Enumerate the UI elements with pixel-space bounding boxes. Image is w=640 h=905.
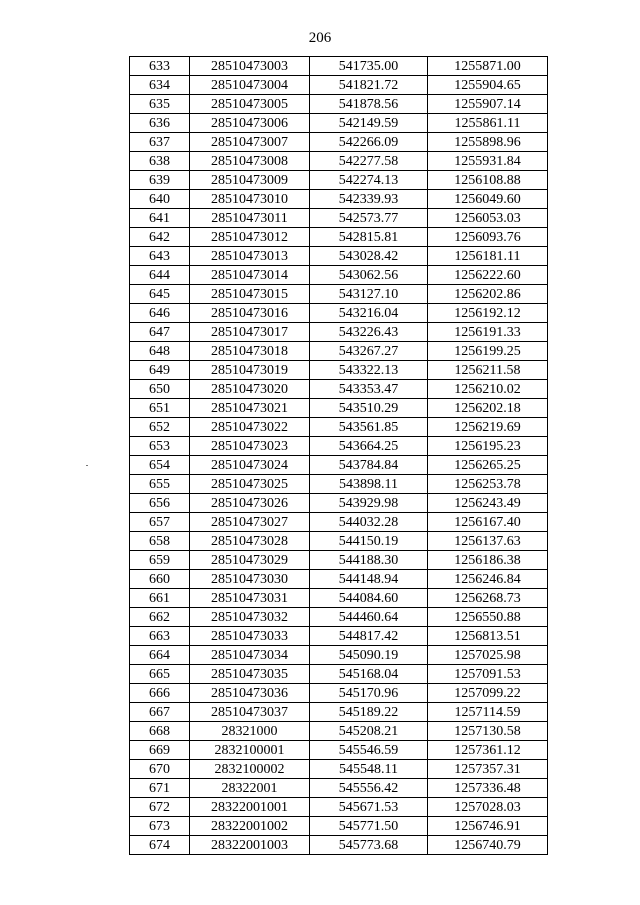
row-index-cell: 658 — [130, 532, 190, 551]
y-coordinate-cell: 1257336.48 — [428, 779, 548, 798]
row-index-cell: 636 — [130, 114, 190, 133]
y-coordinate-cell: 1256191.33 — [428, 323, 548, 342]
y-coordinate-cell: 1256202.86 — [428, 285, 548, 304]
point-id-cell: 28322001 — [190, 779, 310, 798]
table-row — [130, 741, 548, 760]
table-row — [130, 551, 548, 570]
x-coordinate-cell: 545671.53 — [310, 798, 428, 817]
x-coordinate-cell: 543226.43 — [310, 323, 428, 342]
row-index-cell: 668 — [130, 722, 190, 741]
point-id-cell: 28510473006 — [190, 114, 310, 133]
table-row — [130, 532, 548, 551]
y-coordinate-cell: 1257099.22 — [428, 684, 548, 703]
row-index-cell: 639 — [130, 171, 190, 190]
row-index-cell: 645 — [130, 285, 190, 304]
table-row — [130, 361, 548, 380]
table-row — [130, 171, 548, 190]
x-coordinate-cell: 542815.81 — [310, 228, 428, 247]
x-coordinate-cell: 542573.77 — [310, 209, 428, 228]
point-id-cell: 28510473013 — [190, 247, 310, 266]
row-index-cell: 671 — [130, 779, 190, 798]
row-index-cell: 662 — [130, 608, 190, 627]
y-coordinate-cell: 1256265.25 — [428, 456, 548, 475]
row-index-cell: 642 — [130, 228, 190, 247]
row-index-cell: 672 — [130, 798, 190, 817]
y-coordinate-cell: 1256219.69 — [428, 418, 548, 437]
y-coordinate-cell: 1256740.79 — [428, 836, 548, 855]
point-id-cell: 28322001003 — [190, 836, 310, 855]
point-id-cell: 28510473004 — [190, 76, 310, 95]
x-coordinate-cell: 541878.56 — [310, 95, 428, 114]
row-index-cell: 654 — [130, 456, 190, 475]
point-id-cell: 28510473008 — [190, 152, 310, 171]
x-coordinate-cell: 544148.94 — [310, 570, 428, 589]
x-coordinate-cell: 545168.04 — [310, 665, 428, 684]
x-coordinate-cell: 544084.60 — [310, 589, 428, 608]
row-index-cell: 652 — [130, 418, 190, 437]
point-id-cell: 28510473003 — [190, 57, 310, 76]
y-coordinate-cell: 1256049.60 — [428, 190, 548, 209]
table-row — [130, 646, 548, 665]
table-row — [130, 114, 548, 133]
table-row — [130, 342, 548, 361]
x-coordinate-cell: 545546.59 — [310, 741, 428, 760]
y-coordinate-cell: 1255904.65 — [428, 76, 548, 95]
row-index-cell: 643 — [130, 247, 190, 266]
row-index-cell: 664 — [130, 646, 190, 665]
point-id-cell: 28510473028 — [190, 532, 310, 551]
y-coordinate-cell: 1256195.23 — [428, 437, 548, 456]
table-row — [130, 133, 548, 152]
point-id-cell: 28510473034 — [190, 646, 310, 665]
x-coordinate-cell: 543353.47 — [310, 380, 428, 399]
row-index-cell: 660 — [130, 570, 190, 589]
row-index-cell: 641 — [130, 209, 190, 228]
x-coordinate-cell: 543929.98 — [310, 494, 428, 513]
point-id-cell: 28510473029 — [190, 551, 310, 570]
page-number: 206 — [308, 30, 332, 46]
point-id-cell: 28510473012 — [190, 228, 310, 247]
table-row — [130, 57, 548, 76]
point-id-cell: 28510473037 — [190, 703, 310, 722]
row-index-cell: 669 — [130, 741, 190, 760]
table-row — [130, 285, 548, 304]
row-index-cell: 633 — [130, 57, 190, 76]
row-index-cell: 663 — [130, 627, 190, 646]
point-id-cell: 28510473011 — [190, 209, 310, 228]
scan-speck — [86, 465, 88, 466]
point-id-cell: 28510473017 — [190, 323, 310, 342]
table-row — [130, 418, 548, 437]
row-index-cell: 640 — [130, 190, 190, 209]
x-coordinate-cell: 543784.84 — [310, 456, 428, 475]
y-coordinate-cell: 1256093.76 — [428, 228, 548, 247]
table-row — [130, 836, 548, 855]
table-row — [130, 76, 548, 95]
point-id-cell: 28510473022 — [190, 418, 310, 437]
row-index-cell: 646 — [130, 304, 190, 323]
row-index-cell: 665 — [130, 665, 190, 684]
y-coordinate-cell: 1256253.78 — [428, 475, 548, 494]
x-coordinate-cell: 543216.04 — [310, 304, 428, 323]
x-coordinate-cell: 543028.42 — [310, 247, 428, 266]
row-index-cell: 647 — [130, 323, 190, 342]
point-id-cell: 2832100001 — [190, 741, 310, 760]
y-coordinate-cell: 1255861.11 — [428, 114, 548, 133]
table-row — [130, 323, 548, 342]
y-coordinate-cell: 1256550.88 — [428, 608, 548, 627]
x-coordinate-cell: 543127.10 — [310, 285, 428, 304]
y-coordinate-cell: 1256137.63 — [428, 532, 548, 551]
point-id-cell: 28510473026 — [190, 494, 310, 513]
table-row — [130, 152, 548, 171]
point-id-cell: 28510473032 — [190, 608, 310, 627]
x-coordinate-cell: 543267.27 — [310, 342, 428, 361]
y-coordinate-cell: 1256202.18 — [428, 399, 548, 418]
point-id-cell: 28510473009 — [190, 171, 310, 190]
point-id-cell: 28510473030 — [190, 570, 310, 589]
y-coordinate-cell: 1257025.98 — [428, 646, 548, 665]
row-index-cell: 667 — [130, 703, 190, 722]
x-coordinate-cell: 545189.22 — [310, 703, 428, 722]
table-row — [130, 703, 548, 722]
row-index-cell: 655 — [130, 475, 190, 494]
table-row — [130, 589, 548, 608]
x-coordinate-cell: 545090.19 — [310, 646, 428, 665]
x-coordinate-cell: 543062.56 — [310, 266, 428, 285]
point-id-cell: 28510473010 — [190, 190, 310, 209]
point-id-cell: 28510473005 — [190, 95, 310, 114]
table-row — [130, 399, 548, 418]
x-coordinate-cell: 543322.13 — [310, 361, 428, 380]
y-coordinate-cell: 1256210.02 — [428, 380, 548, 399]
x-coordinate-cell: 542274.13 — [310, 171, 428, 190]
x-coordinate-cell: 545556.42 — [310, 779, 428, 798]
point-id-cell: 28510473023 — [190, 437, 310, 456]
y-coordinate-cell: 1256222.60 — [428, 266, 548, 285]
point-id-cell: 28510473020 — [190, 380, 310, 399]
table-row — [130, 247, 548, 266]
table-row — [130, 684, 548, 703]
table-row — [130, 608, 548, 627]
table-row — [130, 722, 548, 741]
x-coordinate-cell: 545771.50 — [310, 817, 428, 836]
y-coordinate-cell: 1256167.40 — [428, 513, 548, 532]
x-coordinate-cell: 545548.11 — [310, 760, 428, 779]
row-index-cell: 674 — [130, 836, 190, 855]
x-coordinate-cell: 543510.29 — [310, 399, 428, 418]
point-id-cell: 2832100002 — [190, 760, 310, 779]
row-index-cell: 656 — [130, 494, 190, 513]
row-index-cell: 670 — [130, 760, 190, 779]
table-row — [130, 475, 548, 494]
point-id-cell: 28510473016 — [190, 304, 310, 323]
y-coordinate-cell: 1255871.00 — [428, 57, 548, 76]
y-coordinate-cell: 1256246.84 — [428, 570, 548, 589]
table-row — [130, 209, 548, 228]
y-coordinate-cell: 1257130.58 — [428, 722, 548, 741]
table-row — [130, 494, 548, 513]
table-row — [130, 665, 548, 684]
y-coordinate-cell: 1257114.59 — [428, 703, 548, 722]
x-coordinate-cell: 544188.30 — [310, 551, 428, 570]
y-coordinate-cell: 1257357.31 — [428, 760, 548, 779]
row-index-cell: 659 — [130, 551, 190, 570]
y-coordinate-cell: 1256053.03 — [428, 209, 548, 228]
point-id-cell: 28510473031 — [190, 589, 310, 608]
y-coordinate-cell: 1256186.38 — [428, 551, 548, 570]
y-coordinate-cell: 1256108.88 — [428, 171, 548, 190]
x-coordinate-cell: 544032.28 — [310, 513, 428, 532]
row-index-cell: 653 — [130, 437, 190, 456]
y-coordinate-cell: 1256192.12 — [428, 304, 548, 323]
point-id-cell: 28510473024 — [190, 456, 310, 475]
table-row — [130, 779, 548, 798]
coordinates-table-body — [130, 57, 548, 855]
table-row — [130, 456, 548, 475]
table-row — [130, 570, 548, 589]
x-coordinate-cell: 541735.00 — [310, 57, 428, 76]
point-id-cell: 28510473007 — [190, 133, 310, 152]
row-index-cell: 673 — [130, 817, 190, 836]
row-index-cell: 650 — [130, 380, 190, 399]
y-coordinate-cell: 1257361.12 — [428, 741, 548, 760]
row-index-cell: 657 — [130, 513, 190, 532]
x-coordinate-cell: 542149.59 — [310, 114, 428, 133]
x-coordinate-cell: 543561.85 — [310, 418, 428, 437]
table-row — [130, 627, 548, 646]
row-index-cell: 661 — [130, 589, 190, 608]
point-id-cell: 28510473035 — [190, 665, 310, 684]
point-id-cell: 28322001001 — [190, 798, 310, 817]
x-coordinate-cell: 544460.64 — [310, 608, 428, 627]
point-id-cell: 28510473014 — [190, 266, 310, 285]
row-index-cell: 651 — [130, 399, 190, 418]
table-row — [130, 798, 548, 817]
table-row — [130, 228, 548, 247]
y-coordinate-cell: 1257091.53 — [428, 665, 548, 684]
y-coordinate-cell: 1256813.51 — [428, 627, 548, 646]
y-coordinate-cell: 1255907.14 — [428, 95, 548, 114]
x-coordinate-cell: 542266.09 — [310, 133, 428, 152]
y-coordinate-cell: 1255898.96 — [428, 133, 548, 152]
table-row — [130, 817, 548, 836]
row-index-cell: 638 — [130, 152, 190, 171]
point-id-cell: 28510473021 — [190, 399, 310, 418]
y-coordinate-cell: 1256211.58 — [428, 361, 548, 380]
row-index-cell: 666 — [130, 684, 190, 703]
x-coordinate-cell: 544817.42 — [310, 627, 428, 646]
y-coordinate-cell: 1256199.25 — [428, 342, 548, 361]
point-id-cell: 28510473015 — [190, 285, 310, 304]
x-coordinate-cell: 542339.93 — [310, 190, 428, 209]
y-coordinate-cell: 1257028.03 — [428, 798, 548, 817]
point-id-cell: 28510473033 — [190, 627, 310, 646]
table-row — [130, 380, 548, 399]
y-coordinate-cell: 1256268.73 — [428, 589, 548, 608]
table-row — [130, 304, 548, 323]
table-row — [130, 95, 548, 114]
point-id-cell: 28510473018 — [190, 342, 310, 361]
y-coordinate-cell: 1256243.49 — [428, 494, 548, 513]
x-coordinate-cell: 545773.68 — [310, 836, 428, 855]
table-row — [130, 190, 548, 209]
row-index-cell: 644 — [130, 266, 190, 285]
point-id-cell: 28510473036 — [190, 684, 310, 703]
y-coordinate-cell: 1256746.91 — [428, 817, 548, 836]
table-row — [130, 513, 548, 532]
x-coordinate-cell: 541821.72 — [310, 76, 428, 95]
point-id-cell: 28322001002 — [190, 817, 310, 836]
x-coordinate-cell: 542277.58 — [310, 152, 428, 171]
point-id-cell: 28510473027 — [190, 513, 310, 532]
y-coordinate-cell: 1255931.84 — [428, 152, 548, 171]
row-index-cell: 648 — [130, 342, 190, 361]
table-row — [130, 266, 548, 285]
point-id-cell: 28510473019 — [190, 361, 310, 380]
x-coordinate-cell: 544150.19 — [310, 532, 428, 551]
y-coordinate-cell: 1256181.11 — [428, 247, 548, 266]
x-coordinate-cell: 543898.11 — [310, 475, 428, 494]
row-index-cell: 634 — [130, 76, 190, 95]
coordinates-table — [129, 56, 548, 855]
point-id-cell: 28510473025 — [190, 475, 310, 494]
point-id-cell: 28321000 — [190, 722, 310, 741]
table-row — [130, 437, 548, 456]
x-coordinate-cell: 545208.21 — [310, 722, 428, 741]
x-coordinate-cell: 545170.96 — [310, 684, 428, 703]
row-index-cell: 637 — [130, 133, 190, 152]
row-index-cell: 649 — [130, 361, 190, 380]
row-index-cell: 635 — [130, 95, 190, 114]
x-coordinate-cell: 543664.25 — [310, 437, 428, 456]
table-row — [130, 760, 548, 779]
